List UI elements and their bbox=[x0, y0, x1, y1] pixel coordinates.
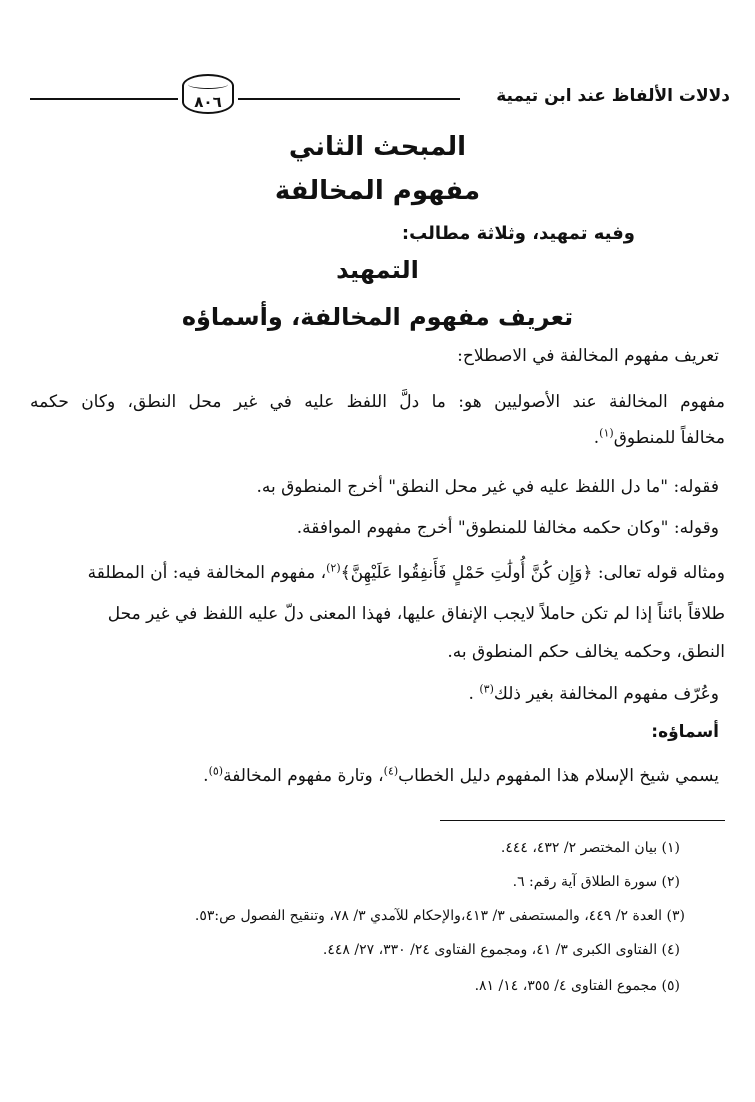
page-number: ٨٠٦ bbox=[182, 74, 234, 114]
paragraph-example-cont: طلاقاً بائناً إذا لم تكن حاملاً لايجب الإنفاق عليها، فهذا المعنى دلّ عليه اللفظ في غير محل bbox=[107, 604, 725, 624]
intro-line: وفيه تمهيد، وثلاثة مطالب: bbox=[401, 223, 635, 244]
running-header bbox=[30, 70, 730, 122]
definition-heading: تعريف مفهوم المخالفة في الاصطلاح: bbox=[457, 346, 719, 366]
paragraph-line: مفهوم المخالفة عند الأصوليين هو: ما دلَّ اللفظ عليه في غير محل النطق، وكان حكمه bbox=[30, 392, 725, 412]
section-heading: المبحث الثاني bbox=[288, 132, 467, 162]
topic-heading: مفهوم المخالفة bbox=[274, 176, 481, 206]
footnote-2: (٢) سورة الطلاق آية رقم: ٦. bbox=[512, 874, 680, 890]
footnote-4: (٤) الفتاوى الكبرى ٣/ ٤١، ومجموع الفتاوى ٢٤/ ٣٣٠، ٢٧/ ٤٤٨. bbox=[322, 942, 680, 958]
footnote-1: (١) بيان المختصر ٢/ ٤٣٢، ٤٤٤. bbox=[500, 840, 680, 856]
paragraph-explanation-2: وقوله: "وكان حكمه مخالفا للمنطوق" أخرج مفهوم الموافقة. bbox=[296, 518, 719, 538]
book-title: دلالات الألفاظ عند ابن تيمية bbox=[496, 86, 730, 106]
footnote-ref-1[interactable]: (١) bbox=[599, 426, 614, 440]
preface-heading: التمهيد bbox=[336, 256, 419, 284]
paragraph-explanation-1: فقوله: "ما دل اللفظ عليه في غير محل النطق" أخرج المنطوق به. bbox=[256, 477, 719, 497]
paragraph-other-definitions: وعُرّف مفهوم المخالفة بغير ذلك$^{(٣)}$ . bbox=[468, 682, 719, 704]
footnote-5: (٥) مجموع الفتاوى ٤/ ٣٥٥، ١٤/ ٨١. bbox=[474, 978, 680, 994]
footnote-ref-4[interactable]: (٤) bbox=[383, 764, 399, 778]
preface-title: تعريف مفهوم المخالفة، وأسماؤه bbox=[181, 303, 574, 331]
paragraph-names: يسمي شيخ الإسلام هذا المفهوم دليل الخطاب$^{(٤)}$، وتارة مفهوم المخالفة$^{(٥)}$. bbox=[203, 764, 719, 786]
paragraph-example-end: النطق، وحكمه يخالف حكم المنطوق به. bbox=[447, 642, 725, 662]
footnote-3: (٣) العدة ٢/ ٤٤٩، والمستصفى ٣/ ٤١٣،والإحكام للآمدي ٣/ ٧٨، وتنقيح الفصول ص:٥٣. bbox=[194, 908, 685, 924]
footnote-ref-2[interactable]: (٢) bbox=[326, 561, 341, 575]
header-rule-left bbox=[30, 98, 178, 100]
paragraph-line: مخالفاً للمنطوق bbox=[613, 428, 725, 448]
footnote-rule bbox=[440, 820, 725, 821]
paragraph-example: ومثاله قوله تعالى: ﴿وَإِن كُنَّ أُولَٰتِ حَمْلٍ فَأَنفِقُوا عَلَيْهِنَّ﴾$^{(٢)}$، مفهوم المخالفة فيه: أن المطلقة bbox=[87, 561, 725, 583]
footnote-ref-3[interactable]: (٣) bbox=[479, 682, 494, 696]
footnote-ref-5[interactable]: (٥) bbox=[208, 764, 224, 778]
paragraph-definition bbox=[30, 392, 725, 412]
paragraph-definition-cont: مخالفاً للمنطوق$^{(١)}$. bbox=[593, 426, 725, 448]
names-heading: أسماؤه: bbox=[651, 722, 719, 742]
header-rule-right bbox=[238, 98, 460, 100]
